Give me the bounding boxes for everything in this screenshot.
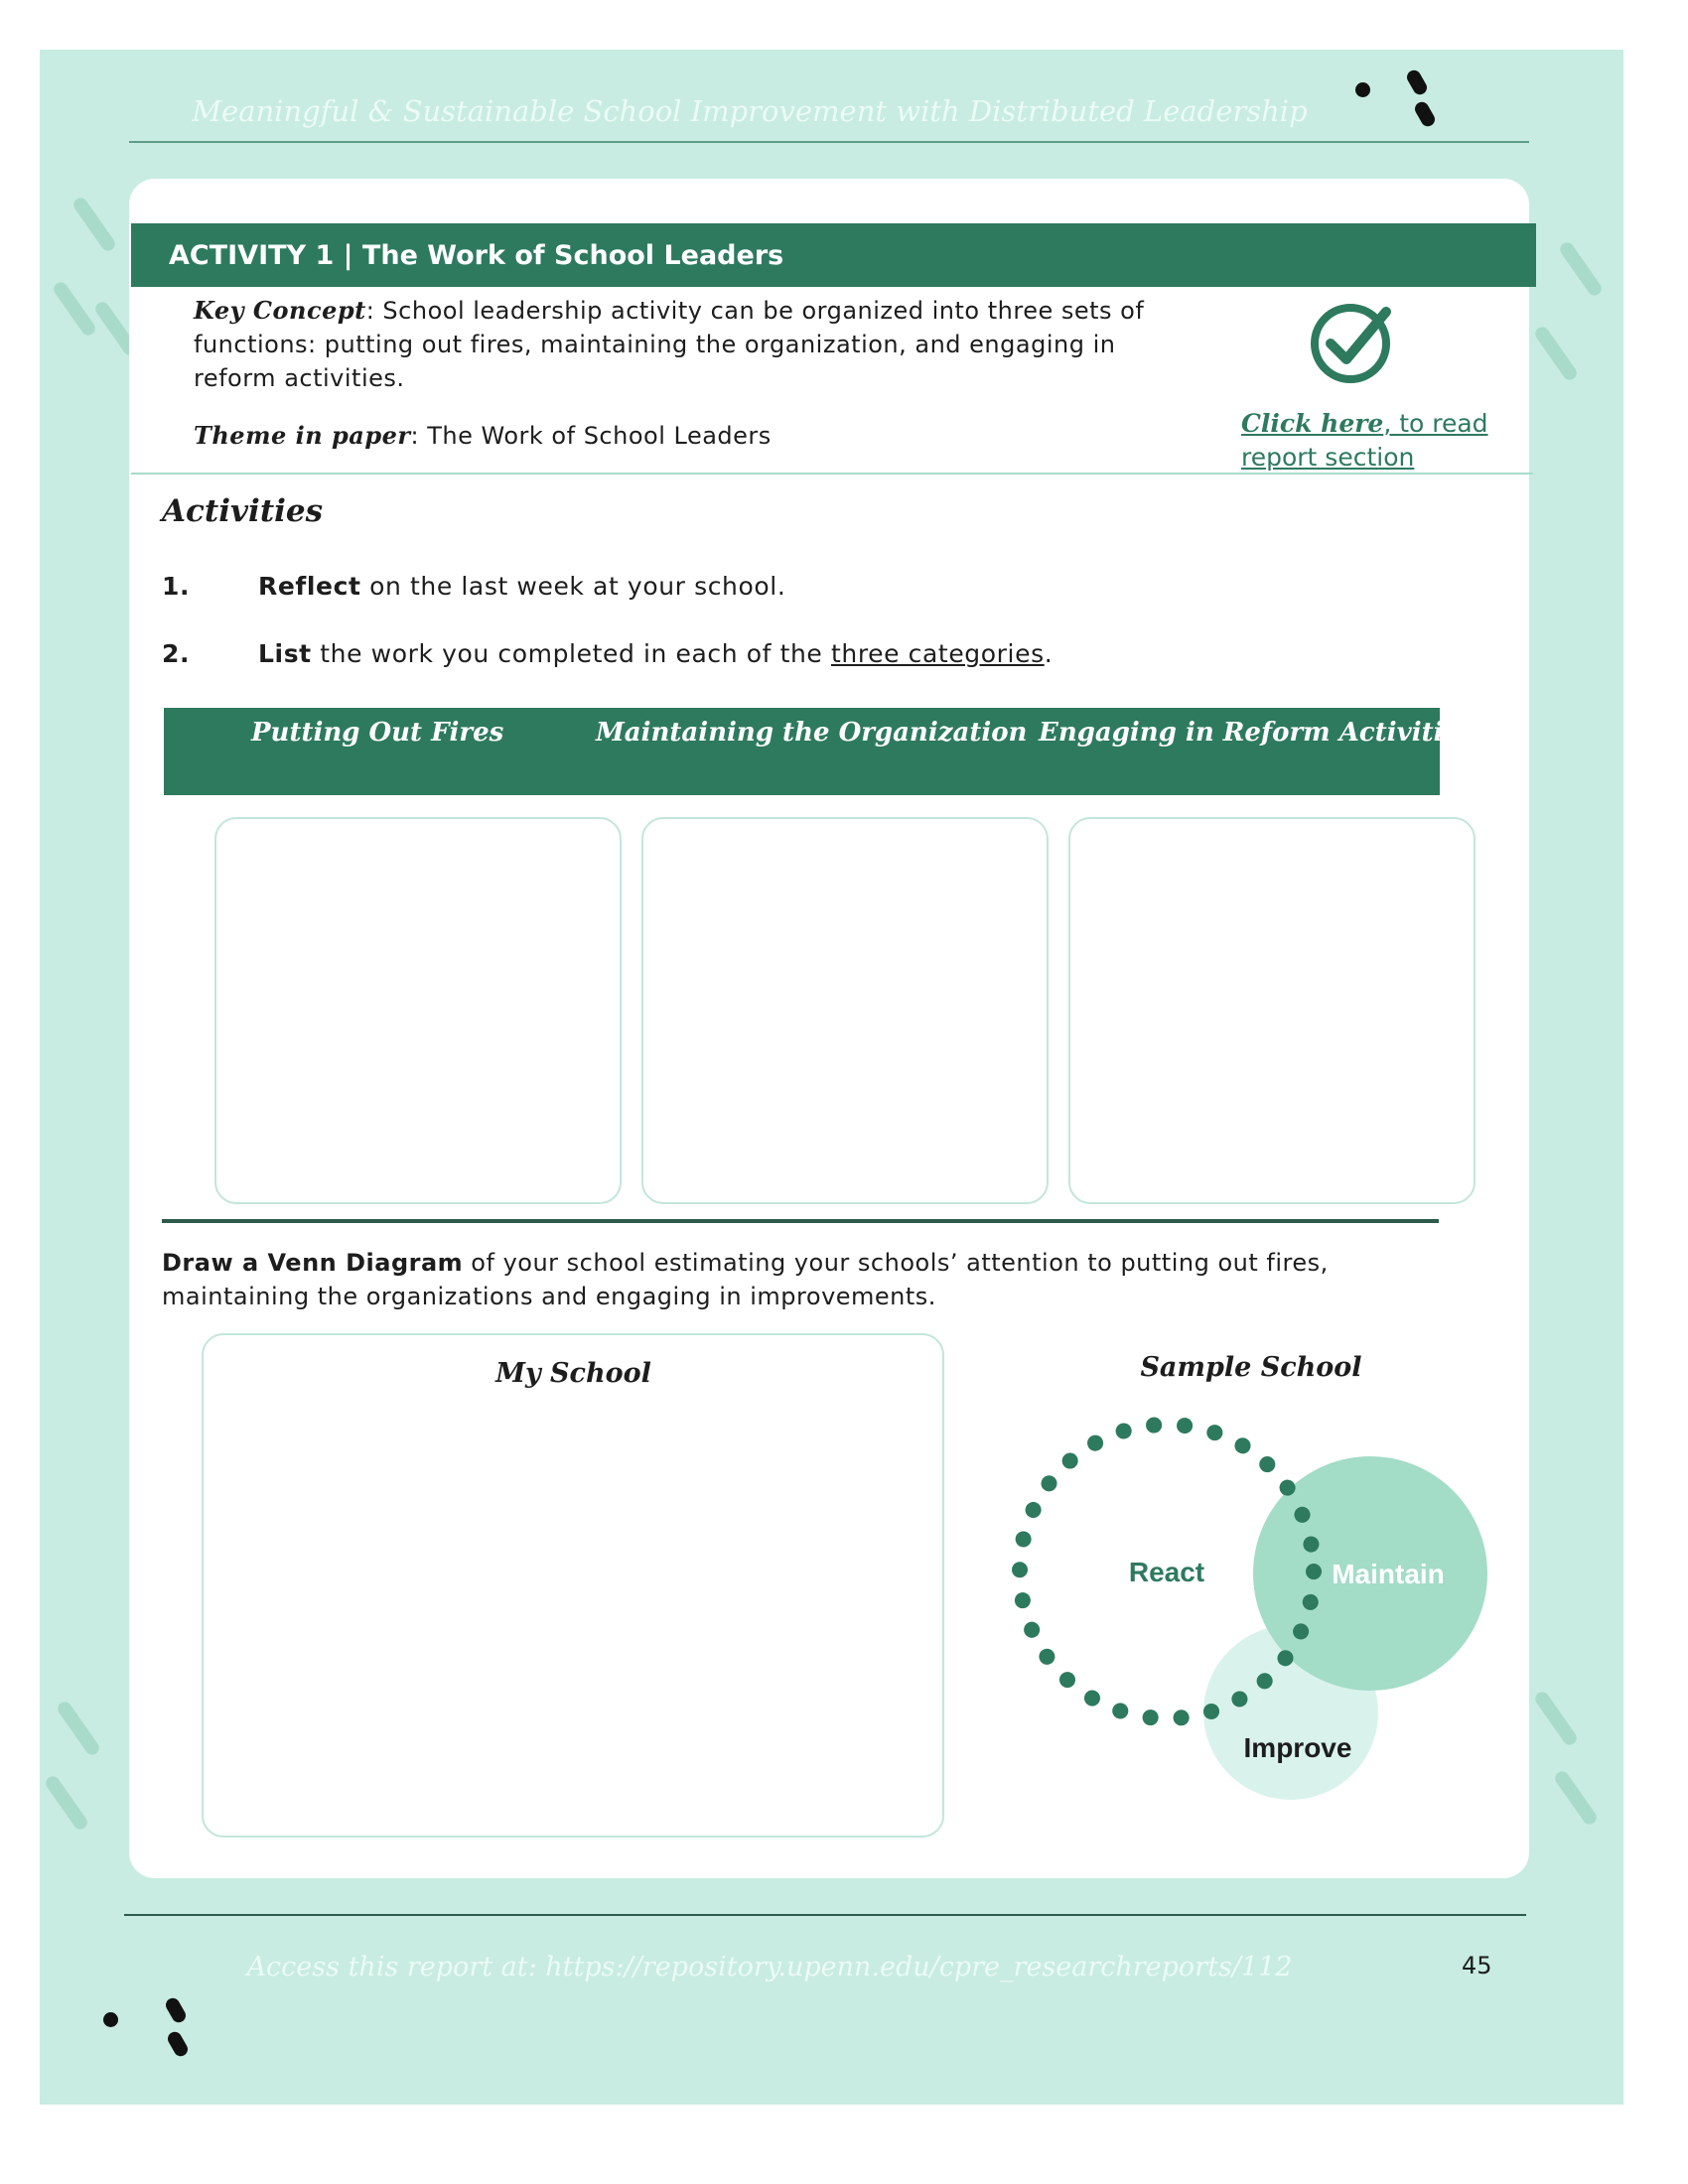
step-end: .: [1044, 639, 1054, 668]
step-verb: Reflect: [258, 572, 361, 601]
three-categories-link[interactable]: three categories: [830, 639, 1045, 668]
section-divider: [131, 473, 1533, 475]
maintaining-organization-box[interactable]: [641, 817, 1049, 1204]
activity-banner: ACTIVITY 1 | The Work of School Leaders: [131, 223, 1536, 287]
step-body: the work you completed in each of the: [311, 639, 831, 668]
venn-instruction-text: of your school estimating your schools’ attention to putting out fires, maintaining the organizations and engaging in improvements.: [162, 1249, 1329, 1310]
header-divider: [129, 141, 1529, 143]
key-concept: [194, 294, 1187, 395]
venn-maintain-label: Maintain: [1332, 1559, 1445, 1589]
venn-react-label: React: [1128, 1557, 1205, 1587]
engaging-reform-box[interactable]: [1068, 817, 1476, 1204]
category-maintaining-organization: Maintaining the Organization: [596, 718, 1028, 748]
venn-improve-label: Improve: [1243, 1732, 1352, 1763]
my-school-drawing-box[interactable]: [202, 1333, 944, 1838]
sample-venn-diagram: [993, 1395, 1509, 1812]
footer-access-link[interactable]: Access this report at: https://repository.upenn.edu/cpre_researchreports/112: [246, 1952, 1293, 1982]
activities-heading: Activities: [162, 493, 324, 529]
check-circle-icon: [1309, 298, 1398, 387]
category-putting-out-fires: Putting Out Fires: [251, 718, 504, 748]
venn-instruction: [162, 1246, 1393, 1313]
theme-in-paper: [194, 421, 1187, 450]
step-text: [258, 572, 785, 601]
putting-out-fires-box[interactable]: [214, 817, 622, 1204]
footer-divider: [124, 1914, 1526, 1916]
read-report-text[interactable]: , to read report section: [1241, 409, 1488, 472]
key-concept-label: Key Concept: [194, 296, 366, 325]
click-here-text[interactable]: Click here: [1241, 409, 1384, 438]
section-divider: [162, 1219, 1439, 1223]
category-engaging-reform: Engaging in Reform Activities: [1039, 718, 1475, 748]
decorative-dot: [103, 2012, 118, 2027]
theme-label: Theme in paper: [194, 421, 411, 450]
decorative-dot: [1355, 82, 1370, 97]
theme-text: : The Work of School Leaders: [410, 422, 772, 450]
venn-instruction-bold: Draw a Venn Diagram: [162, 1249, 464, 1277]
page-number: 45: [1462, 1952, 1492, 1979]
page-header-title: Meaningful & Sustainable School Improvement with Distributed Leadership: [192, 94, 1308, 128]
step-body: on the last week at your school.: [360, 572, 786, 601]
step-number: 2.: [162, 639, 191, 668]
step-text: [258, 639, 1053, 668]
my-school-title: My School: [495, 1358, 651, 1389]
sample-school-title: Sample School: [1140, 1352, 1362, 1383]
step-number: 1.: [162, 572, 191, 601]
report-section-link[interactable]: [1241, 407, 1499, 475]
step-verb: List: [258, 639, 312, 668]
key-concept-text: : School leadership activity can be organized into three sets of functions: putting out fires, maintaining the organization, and engaging in reform activities.: [194, 297, 1145, 392]
